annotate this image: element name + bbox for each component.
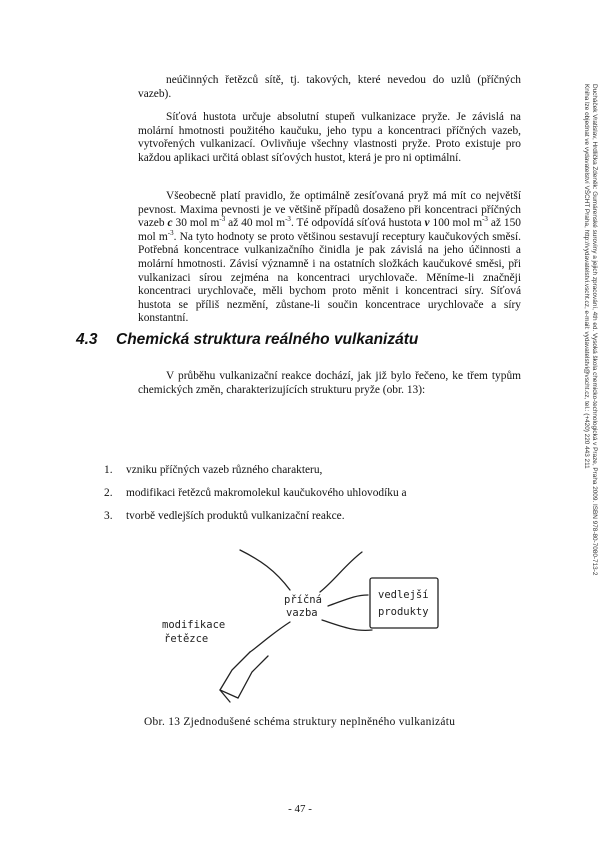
chain-branch-upper-right (320, 552, 362, 592)
crosslink-label-line1: příčná (284, 594, 322, 606)
chain-branch-upper-left (240, 550, 290, 590)
modified-chain-band (220, 652, 268, 698)
vulcanizate-structure-diagram (150, 540, 450, 710)
publication-info-sidebar (558, 84, 598, 604)
section-title: Chemická struktura reálného vulkanizátu (116, 331, 419, 348)
paragraph-1 (138, 74, 521, 101)
paragraph-4-text: V průběhu vulkanizační reakce dochází, jak již bylo řečeno, ke třem typům chemických změn, charakterizujících strukturu pryže (obr. 13): (138, 370, 521, 396)
section-number: 4.3 (76, 331, 98, 348)
symbol-c: c (167, 217, 173, 230)
symbol-nu: ν (424, 217, 430, 230)
chain-branch-lower-right (322, 620, 372, 630)
paragraph-2-text: Síťová hustota určuje absolutní stupeň vulkanizace pryže. Je závislá na molární hmotnosti použitého kaučuku, jeho typu a koncentraci příčných vazeb, vytvořených vulkanizací. Ovlivňuje všechny vlastnosti pryže. Proto existuje pro každou aplikaci určitá oblast síťových hustot, která je pro ni optimální. (138, 111, 521, 164)
paragraph-1-text: neúčinných řetězců sítě, tj. takových, které nevedou do uzlů (příčných vazeb). (138, 74, 521, 100)
chain-modification-label-line2: řetězce (164, 633, 209, 645)
chain-to-byproducts (328, 595, 368, 606)
chain-branch-lower-left (250, 622, 290, 652)
change-types-list (104, 464, 407, 533)
citation-line: Ducháček Vratislav, Hrdlička Zdeněk: Gumárenské suroviny a jejich zpracování, 4th ed. Vysoká škola chemicko-technologická v Praze, Praha 2009. ISBN 978-80-7080-713-2 (591, 84, 598, 576)
crosslink-label-line2: vazba (286, 607, 318, 619)
byproducts-label-line2: produkty (378, 606, 429, 618)
chain-modification-label-line1: modifikace (162, 619, 226, 631)
list-item: 2. modifikaci řetězců makromolekul kaučukového uhlovodíku a (104, 487, 407, 500)
paragraph-3: Všeobecně platí pravidlo, že optimálně zesíťovaná pryž má mít co největší pevnost. Maxima pevnosti je ve většině případů dosaženo při koncentraci příčných vazeb c 30 mol $m^{-3}$ až 40 mol $m^{-3}$. Té odpovídá síťová hustota ν 100 mol $m^{-3}$ až 150 mol $m^{-3}$. Na tyto hodnoty se proto většinou sestavují receptury kaučukových směsí. Potřebná koncentrace vulkanizačního činidla je pak závislá na jeho účinnosti a molární hmotnosti. Závisí významně i na ostatních složkách kaučukové směsi, při vulkanizaci sírou zejména na koncentraci urychlovače. Měníme-li značněji koncentraci urychlovače, měli bychom proto měnit i koncentraci síry. Síťová hustota se příliš nezmění, zůstane-li součin koncentrace urychlovače a síry konstantní. (138, 190, 522, 325)
page-number: - 47 - (288, 803, 312, 815)
list-item: 1. vzniku příčných vazeb různého charakteru, (104, 464, 323, 476)
byproducts-label-line1: vedlejší (378, 589, 429, 601)
paragraph-2 (138, 111, 521, 165)
byproducts-box (370, 578, 438, 628)
section-heading (76, 331, 418, 349)
paragraph-4 (138, 370, 521, 397)
list-item: 3. tvorbě vedlejších produktů vulkanizační reakce. (104, 510, 345, 523)
figure-caption: Obr. 13 Zjednodušené schéma struktury neplněného vulkanizátu (144, 716, 456, 728)
order-info-line: Kniha lze objednat ve vydavatelství VŠCHT Praha, http://vydavatelstvi.vscht.cz, e-mail: vydavatelstvi@vscht.cz, tel.: (+420) 220 443 211 (583, 84, 590, 469)
